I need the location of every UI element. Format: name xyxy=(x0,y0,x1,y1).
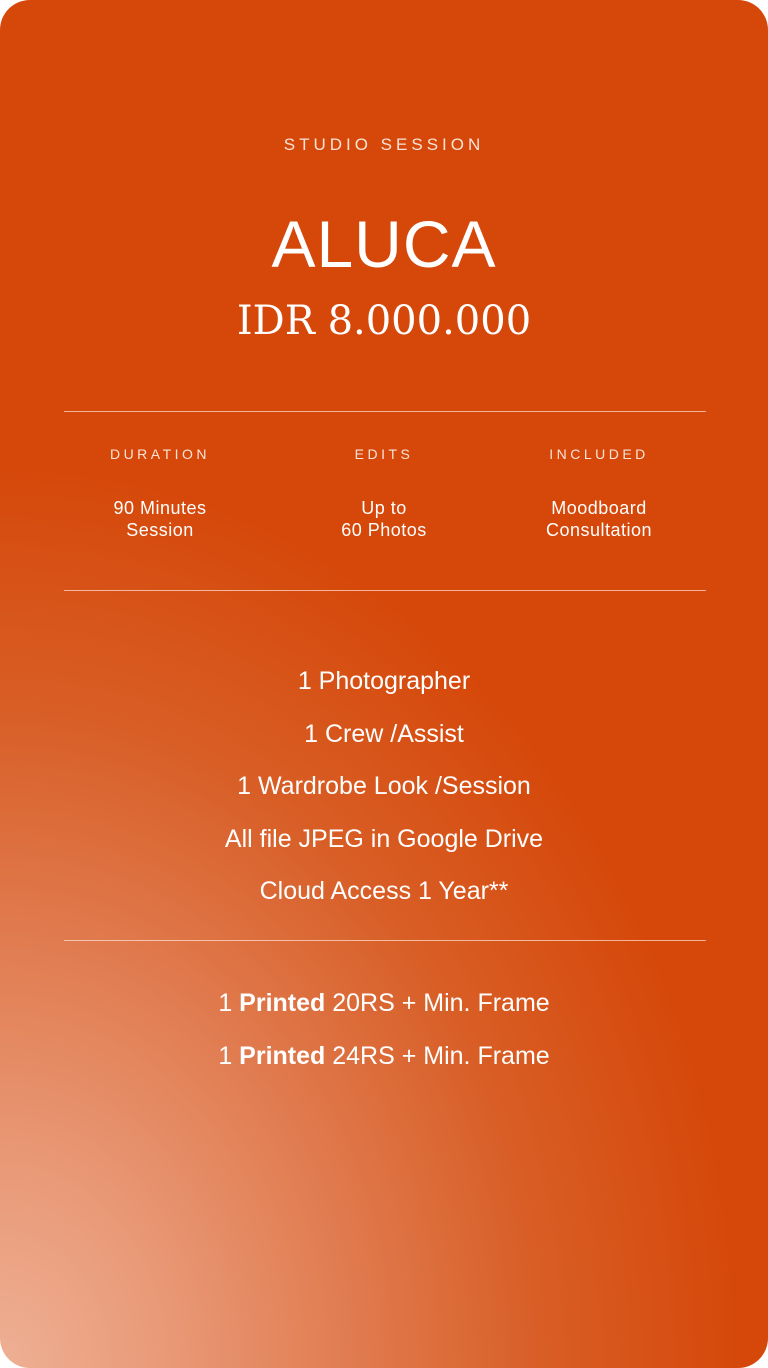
stat-label: EDITS xyxy=(354,446,414,462)
feature-item: All file JPEG in Google Drive xyxy=(224,824,544,853)
feature-item: 1 Photographer xyxy=(297,667,471,695)
print-extras xyxy=(0,977,768,1082)
divider xyxy=(64,411,706,412)
divider xyxy=(64,940,706,941)
package-price: IDR 8.000.000 xyxy=(236,298,532,344)
stat-included xyxy=(499,445,699,541)
stat-label: DURATION xyxy=(109,446,211,462)
feature-item: Cloud Access 1 Year** xyxy=(259,877,509,905)
stat-edits xyxy=(284,445,484,541)
print-detail: 24RS + Min. Frame xyxy=(332,1041,550,1070)
stat-value: 90 Minutes Session xyxy=(113,498,207,540)
print-detail: 20RS + Min. Frame xyxy=(332,989,550,1017)
feature-item: 1 Crew /Assist xyxy=(304,719,464,748)
package-title: ALUCA xyxy=(271,207,497,281)
print-type: Printed xyxy=(239,989,326,1017)
package-category: STUDIO SESSION xyxy=(283,135,485,154)
feature-item: 1 Wardrobe Look /Session xyxy=(237,772,531,800)
feature-list xyxy=(0,655,768,918)
stat-value: Moodboard Consultation xyxy=(545,498,653,540)
divider xyxy=(64,590,706,591)
stat-duration xyxy=(60,445,260,541)
stat-value: Up to 60 Photos xyxy=(341,498,427,540)
print-qty: 1 xyxy=(218,989,233,1017)
print-extra-item xyxy=(0,977,768,1030)
print-type: Printed xyxy=(239,1041,326,1070)
print-qty: 1 xyxy=(218,1041,233,1070)
stat-label: INCLUDED xyxy=(549,446,649,462)
print-extra-item xyxy=(0,1030,768,1083)
